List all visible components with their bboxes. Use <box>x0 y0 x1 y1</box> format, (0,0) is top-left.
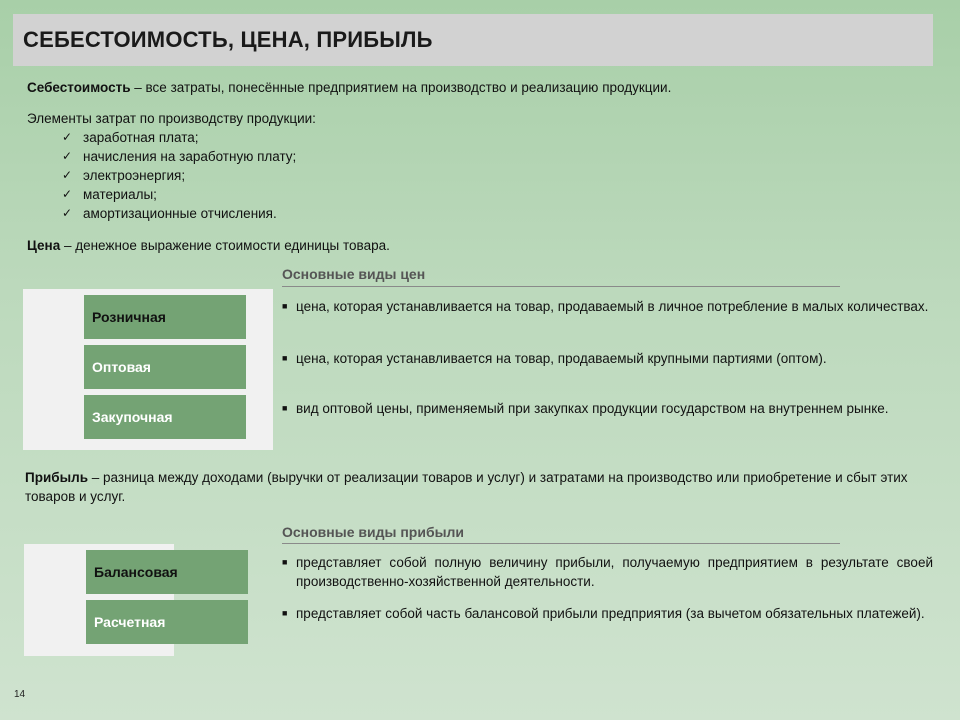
profit-type-balance: Балансовая <box>86 550 248 594</box>
price-desc-wholesale: ■ цена, которая устанавливается на товар, продаваемый крупными партиями (оптом). <box>282 351 827 366</box>
price-definition <box>27 236 927 255</box>
profit-definition <box>25 468 925 506</box>
cost-elements-list <box>62 128 296 223</box>
price-type-retail: Розничная <box>84 295 246 339</box>
elements-intro: Элементы затрат по производству продукции: <box>27 111 316 126</box>
price-term: Цена <box>27 238 61 253</box>
price-type-purchase: Закупочная <box>84 395 246 439</box>
square-bullet-icon: ■ <box>282 353 288 363</box>
profit-type-estimated: Расчетная <box>86 600 248 644</box>
profit-text: – разница между доходами (выручки от реализации товаров и услуг) и затратами на производство или приобретение и сбыт этих товаров и услуг. <box>25 470 908 504</box>
divider <box>282 543 840 544</box>
profit-desc-estimated: ■ представляет собой часть балансовой прибыли предприятия (за вычетом обязательных платежей). <box>282 606 925 621</box>
cost-term: Себестоимость <box>27 80 131 95</box>
price-type-wholesale: Оптовая <box>84 345 246 389</box>
page-number: 14 <box>14 689 26 700</box>
price-desc-purchase: ■ вид оптовой цены, применяемый при закупках продукции государством на внутреннем рынке. <box>282 401 889 416</box>
list-item: ✓ материалы; <box>62 185 296 204</box>
title-bar <box>13 14 933 66</box>
divider <box>282 286 840 287</box>
price-text: – денежное выражение стоимости единицы товара. <box>60 238 390 253</box>
list-item: ✓ заработная плата; <box>62 128 296 147</box>
cost-definition <box>27 78 927 97</box>
list-item: ✓ начисления на заработную плату; <box>62 147 296 166</box>
profit-types-heading: Основные виды прибыли <box>282 524 465 540</box>
list-item: ✓ амортизационные отчисления. <box>62 204 296 223</box>
profit-desc-balance: ■ представляет собой полную величину прибыли, получаемую предприятием в результате своей производственно-хозяйственной деятельности. <box>282 555 933 589</box>
cost-text: – все затраты, понесённые предприятием на производство и реализацию продукции. <box>130 80 672 95</box>
list-item: ✓ электроэнергия; <box>62 166 296 185</box>
profit-term: Прибыль <box>25 470 88 485</box>
page-title: СЕБЕСТОИМОСТЬ, ЦЕНА, ПРИБЫЛЬ <box>23 27 433 52</box>
square-bullet-icon: ■ <box>282 608 288 618</box>
price-desc-retail: ■ цена, которая устанавливается на товар, продаваемый в личное потребление в малых количествах. <box>282 299 929 314</box>
square-bullet-icon: ■ <box>282 403 288 413</box>
square-bullet-icon: ■ <box>282 557 288 567</box>
square-bullet-icon: ■ <box>282 301 288 311</box>
price-types-heading: Основные виды цен <box>282 266 426 282</box>
